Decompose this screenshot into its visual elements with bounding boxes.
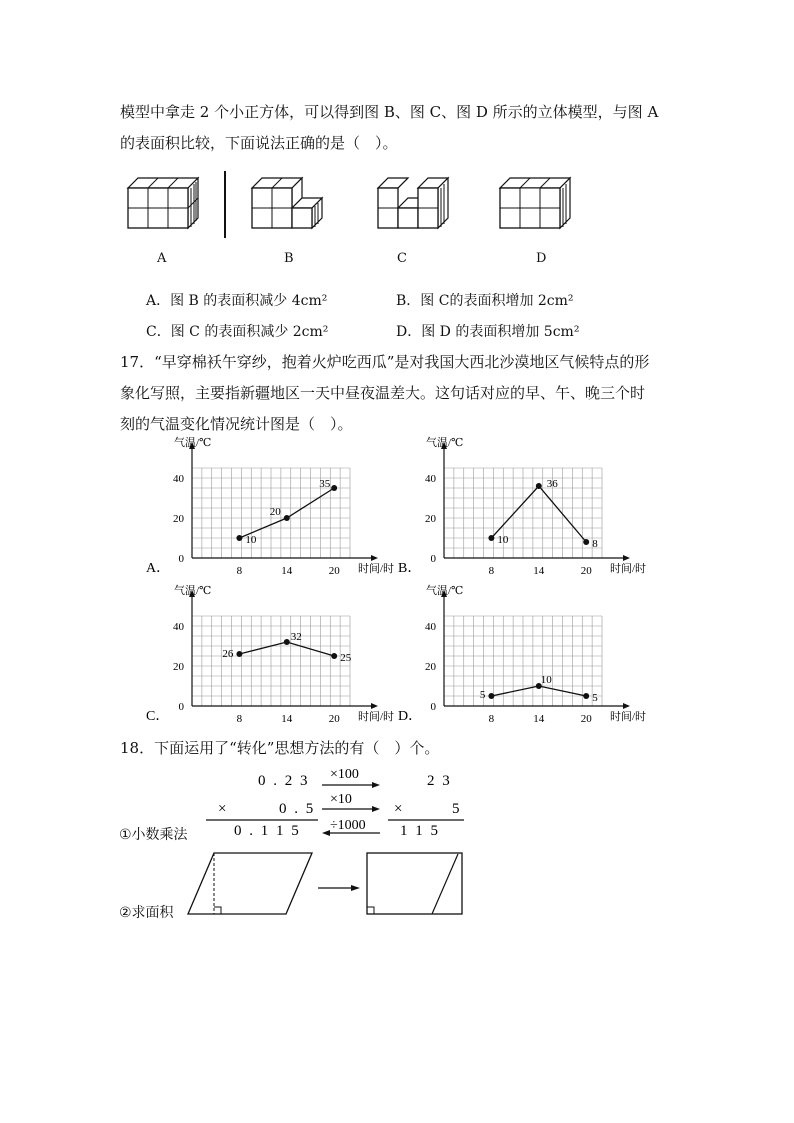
q17-line3: 刻的气温变化情况统计图是（ ）。 (120, 415, 353, 433)
q16-option-d: D．图 D 的表面积增加 5cm² (396, 324, 580, 340)
chart-d (392, 585, 647, 728)
chart-a (140, 437, 395, 580)
data-point (536, 483, 542, 489)
data-point (331, 485, 337, 491)
left-times-sign: × (218, 801, 227, 817)
q17-line1: 17．“早穿棉袄午穿纱，抱着火炉吃西瓜”是对我国大西北沙漠地区气候特点的形 (120, 353, 650, 371)
right-times-sign: × (394, 801, 403, 817)
x-axis-label: 时间/时 (358, 711, 395, 723)
data-point (488, 693, 494, 699)
caption-b: B (284, 251, 294, 266)
cube-figures (120, 168, 600, 243)
x-axis-label: 时间/时 (610, 711, 647, 723)
left-product: 0 . 1 1 5 (234, 823, 301, 839)
caption-a: A (157, 251, 167, 266)
y-tick-label: 0 (430, 701, 436, 713)
q18-item2: ②求面积 (119, 905, 174, 921)
right-multiplicand: 2 3 (427, 773, 452, 789)
data-label: 10 (245, 534, 257, 546)
option-label: C． (146, 709, 170, 724)
y-tick-label: 40 (173, 473, 184, 485)
arrow2-head (372, 806, 380, 812)
figure-d (500, 178, 570, 228)
figure-a (128, 178, 198, 228)
data-label: 25 (340, 652, 352, 664)
arrow3-label: ÷1000 (330, 818, 366, 833)
y-tick-label: 20 (173, 513, 184, 525)
x-axis-arrow (371, 703, 378, 709)
figure-c (378, 178, 448, 228)
data-label: 10 (540, 674, 552, 686)
option-label: D． (398, 709, 423, 724)
q16-line2: 的表面积比较，下面说法正确的是（ ）。 (120, 134, 398, 152)
arrow2-label: ×10 (330, 792, 352, 807)
y-tick-label: 40 (425, 473, 436, 485)
parallelogram (188, 853, 312, 914)
x-axis-label: 时间/时 (610, 563, 647, 575)
data-point (583, 693, 589, 699)
option-label: B． (398, 561, 422, 576)
y-tick-label: 0 (178, 553, 184, 565)
data-label: 10 (497, 534, 509, 546)
y-axis-label: 气温/℃ (426, 585, 464, 597)
data-point (284, 515, 290, 521)
q18-line1: 18．下面运用了“转化”思想方法的有（ ）个。 (120, 739, 440, 757)
x-tick-label: 8 (236, 713, 243, 725)
x-axis-label: 时间/时 (358, 563, 395, 575)
x-tick-label: 8 (236, 565, 243, 577)
q16-line1: 模型中拿走 2 个小正方体，可以得到图 B、图 C、图 D 所示的立体模型，与图 A (120, 103, 659, 121)
data-label: 5 (592, 692, 598, 704)
arrow1-head (372, 782, 380, 788)
data-label: 8 (592, 538, 598, 550)
right-multiplier: 5 (452, 801, 460, 817)
y-axis-label: 气温/℃ (174, 585, 212, 597)
x-tick-label: 14 (281, 565, 293, 577)
data-point (236, 535, 242, 541)
q16-option-a: A．图 B 的表面积减少 4cm² (146, 293, 328, 309)
y-axis-label: 气温/℃ (174, 437, 212, 449)
q16-option-b: B．图 C的表面积增加 2cm² (396, 293, 574, 309)
right-product: 1 1 5 (400, 823, 440, 839)
chart-b (392, 437, 647, 580)
arrow1-label: ×100 (330, 767, 359, 782)
y-tick-label: 0 (178, 701, 184, 713)
x-tick-label: 8 (488, 713, 495, 725)
q17-line2: 象化写照，主要指新疆地区一天中昼夜温差大。这句话对应的早、午、晚三个时 (120, 384, 646, 402)
y-tick-label: 40 (425, 621, 436, 633)
figure-b (252, 178, 322, 228)
caption-d: D (536, 251, 547, 266)
q18-item1: ①小数乘法 (119, 827, 188, 843)
transform-arrow-head (351, 885, 360, 891)
x-tick-label: 14 (533, 713, 545, 725)
data-label: 36 (546, 478, 558, 490)
chart-c (140, 585, 395, 728)
option-label: A． (146, 561, 171, 576)
x-tick-label: 20 (328, 713, 340, 725)
y-tick-label: 0 (430, 553, 436, 565)
y-tick-label: 20 (425, 661, 436, 673)
data-point (488, 535, 494, 541)
y-tick-label: 20 (425, 513, 436, 525)
x-tick-label: 20 (580, 565, 592, 577)
data-label: 32 (290, 631, 302, 643)
x-tick-label: 14 (533, 565, 545, 577)
q16-option-c: C．图 C 的表面积减少 2cm² (146, 324, 329, 340)
series-line (239, 488, 334, 538)
data-point (284, 639, 290, 645)
y-tick-label: 20 (173, 661, 184, 673)
left-multiplier: 0 . 5 (279, 801, 316, 817)
y-axis-label: 气温/℃ (426, 437, 464, 449)
y-tick-label: 40 (173, 621, 184, 633)
left-multiplicand: 0 . 2 3 (258, 773, 310, 789)
x-axis-arrow (623, 555, 630, 561)
data-label: 5 (479, 689, 486, 701)
rectangle (367, 853, 462, 914)
arrow3-head (322, 830, 330, 836)
caption-c: C (397, 251, 407, 266)
x-axis-arrow (371, 555, 378, 561)
data-point (236, 651, 242, 657)
x-axis-arrow (623, 703, 630, 709)
data-point (331, 653, 337, 659)
data-point (583, 539, 589, 545)
x-tick-label: 8 (488, 565, 495, 577)
data-label: 35 (319, 478, 331, 490)
data-label: 20 (269, 506, 281, 518)
x-tick-label: 20 (580, 713, 592, 725)
x-tick-label: 20 (328, 565, 340, 577)
x-tick-label: 14 (281, 713, 293, 725)
data-label: 26 (222, 648, 234, 660)
